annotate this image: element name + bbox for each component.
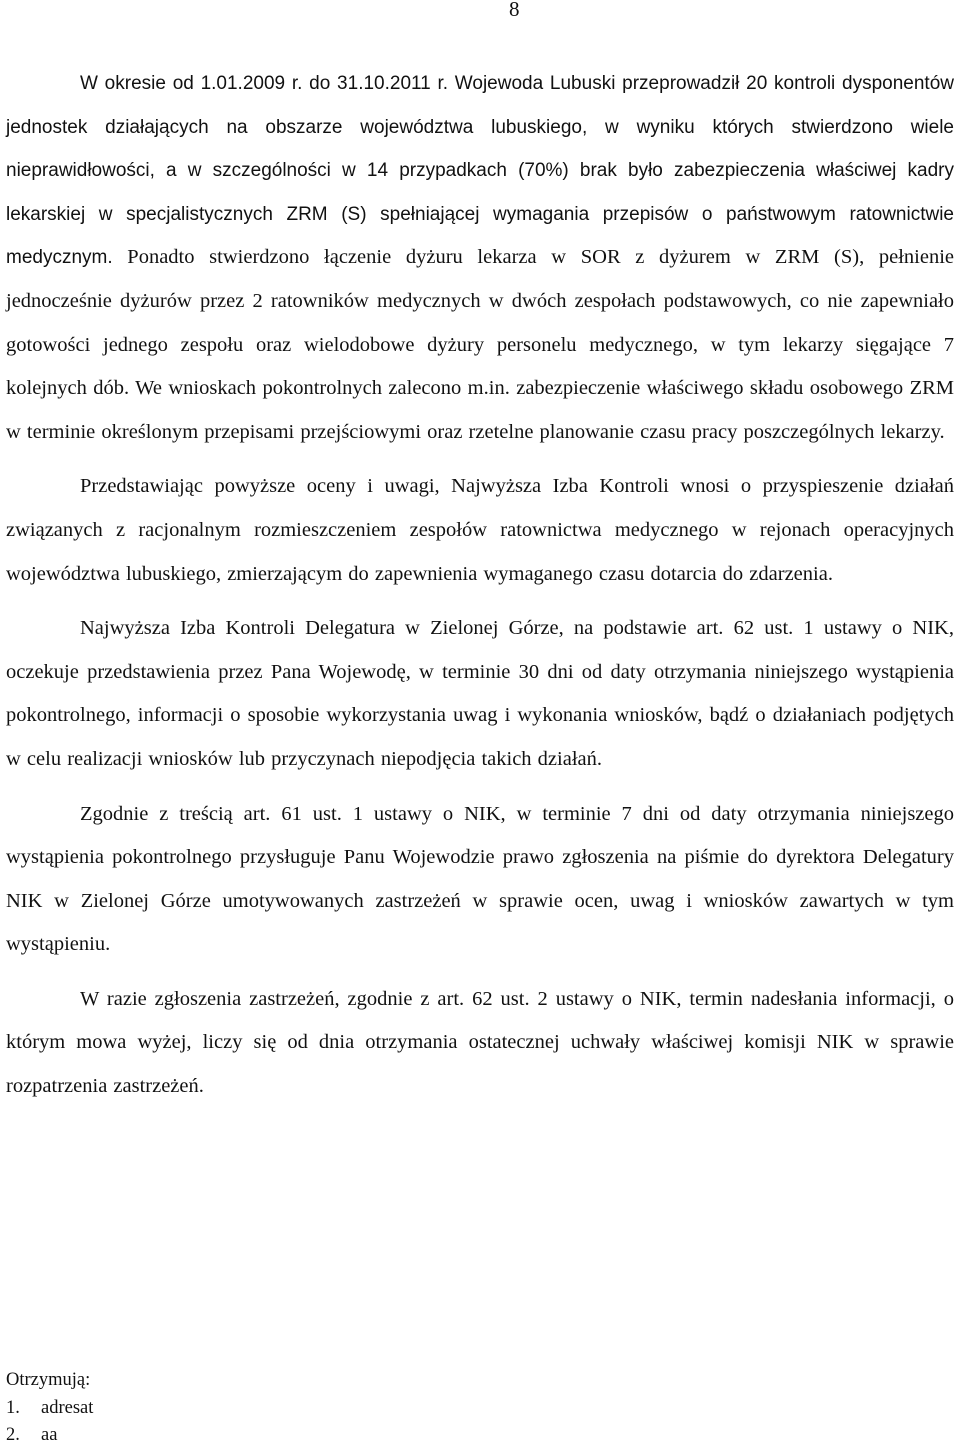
recipient-name: adresat: [41, 1397, 94, 1418]
paragraph-4: Zgodnie z treścią art. 61 ust. 1 ustawy o NIK, w terminie 7 dni od daty otrzymania niniejszego wystąpienia pokontrolnego przysługuje Panu Wojewodzie prawo zgłoszenia na piśmie do dyrektora Delegatury NIK w Zielonej Górze umotywowanych zastrzeżeń w sprawie ocen, uwag i wniosków zawartych w tym wystąpieniu.: [6, 802, 954, 956]
recipient-number: 2.: [6, 1425, 20, 1445]
recipient-item: [6, 1422, 93, 1450]
recipient-number: 1.: [6, 1397, 20, 1418]
recipients-list: [6, 1367, 93, 1450]
paragraph-2: Przedstawiając powyższe oceny i uwagi, Najwyższa Izba Kontroli wnosi o przyspieszenie działań związanych z racjonalnym rozmieszczeniem zespołów ratownictwa medycznego w rejonach operacyjnych województwa lubuskiego, zmierzającym do zapewnienia wymaganego czasu dotarcia do zdarzenia.: [6, 475, 954, 585]
recipients-heading: Otrzymują:: [6, 1370, 91, 1390]
recipient-name: aa: [41, 1425, 58, 1445]
page-number: 8: [509, 0, 520, 21]
paragraph-1: [6, 62, 954, 454]
paragraph-1-part-2: Ponadto stwierdzono łączenie dyżuru lekarza w SOR z dyżurem w ZRM (S), pełnienie jednocześnie dyżurów przez 2 ratowników medycznych w dwóch zespołach podstawowych, co nie zapewniało gotowości jednego zespołu oraz wielodobowe dyżury personelu medycznego, w tym lekarzy sięgające 7 kolejnych dób. We wnioskach pokontrolnych zalecono m.in. zabezpieczenie właściwego składu osobowego ZRM w terminie określonym przepisami przejściowymi oraz rzetelne planowanie czasu pracy poszczególnych lekarzy.: [6, 246, 954, 443]
paragraph-5: W razie zgłoszenia zastrzeżeń, zgodnie z art. 62 ust. 2 ustawy o NIK, termin nadesłania informacji, o którym mowa wyżej, liczy się od dnia otrzymania ostatecznej uchwały właściwej komisji NIK w sprawie rozpatrzenia zastrzeżeń.: [6, 987, 954, 1098]
paragraph-1-part-1: W okresie od 1.01.2009 r. do 31.10.2011 r. Wojewoda Lubuski przeprowadził 20 kontroli dysponentów jednostek działających na obszarze województwa lubuskiego, w wyniku których stwierdzono wiele nieprawidłowości, a w szczególności w 14 przypadkach (70%) brak było zabezpieczenia właściwej kadry lekarskiej w specjalistycznych ZRM (S) spełniającej wymagania przepisów o państwowym ratownictwie medycznym.: [6, 73, 954, 269]
recipient-item: [6, 1395, 93, 1423]
document-body: [6, 62, 954, 1109]
paragraph-3: Najwyższa Izba Kontroli Delegatura w Zielonej Górze, na podstawie art. 62 ust. 1 ustawy o NIK, oczekuje przedstawienia przez Pana Wojewodę, w terminie 30 dni od daty otrzymania niniejszego wystąpienia pokontrolnego, informacji o sposobie wykorzystania uwag i wykonania wniosków, bądź o działaniach podjętych w celu realizacji wniosków lub przyczynach niepodjęcia takich działań.: [6, 617, 954, 770]
